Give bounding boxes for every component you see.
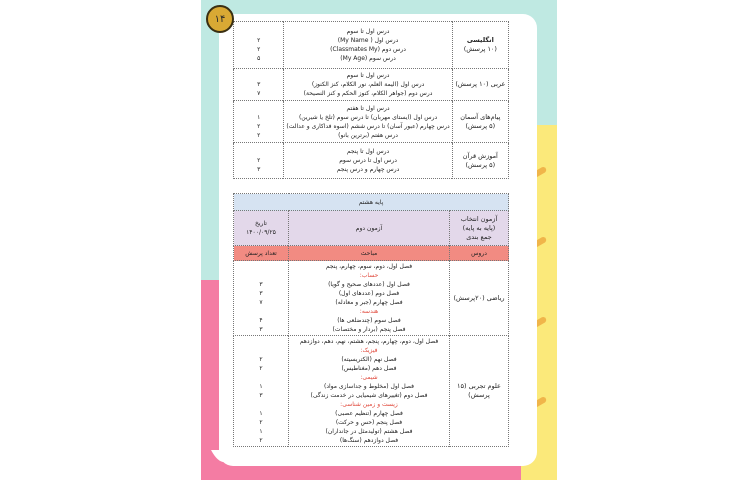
- topic-line: فصل دوازدهم (سنگ‌ها): [339, 437, 399, 444]
- wave-border-bottom: [211, 450, 531, 474]
- topic-line: فصل دهم (مغناطیس): [341, 365, 397, 372]
- topic-section-heading: حساب:: [359, 272, 379, 279]
- subject-cell: ریاضی (۲۰پرسش): [450, 261, 509, 336]
- topic-line: فصل اول (عددهای صحیح و گویا): [328, 281, 410, 288]
- count-value: ۳: [259, 392, 263, 399]
- count-value: ۲: [259, 356, 263, 363]
- topic-line: فصل اول، دوم، سوم، چهارم، پنجم: [325, 263, 413, 270]
- count-value: ۲: [257, 157, 261, 164]
- count-value: ۲: [259, 365, 263, 372]
- topic-section-heading: هندسه:: [359, 308, 379, 315]
- exam-name-cell: آزمون دوم: [289, 211, 450, 246]
- subject-cell: [452, 143, 508, 179]
- count-cell: [234, 101, 284, 143]
- topic-line: فصل اول (مخلوط و جداسازی مواد): [323, 383, 414, 390]
- count-value: ۲: [259, 419, 263, 426]
- subject-label: عربی (۱۰ پرسش): [455, 80, 506, 88]
- topic-line: فصل دوم (تغییرهای شیمیایی در خدمت زندگی): [310, 392, 428, 399]
- topic-line: فصل هشتم (تولیدمثل در جانداران): [325, 428, 413, 435]
- subject-label: پیام‌های آسمان: [460, 112, 501, 121]
- count-value: ۳: [259, 290, 263, 297]
- topics-cell: [284, 69, 452, 101]
- exam-type-line: (پایه به پایه): [462, 223, 496, 232]
- topic-line: درس چهارم (عبور آسان) تا درس ششم (اسوه فداکاری و عدالت): [286, 122, 450, 130]
- count-cell: [234, 143, 284, 179]
- count-value: ۷: [259, 299, 263, 306]
- count-value: ۳: [257, 166, 261, 173]
- count-value: ۳: [259, 326, 263, 333]
- topic-line: فصل اول، دوم، چهارم، پنجم، هشتم، نهم، دهم، دوازدهم: [299, 338, 439, 345]
- exam-schedule-table: [233, 193, 509, 447]
- subject-label: انگلیسی: [466, 36, 494, 44]
- exam-type-cell: [450, 211, 509, 246]
- subject-count-label: (۱۰ پرسش): [463, 45, 497, 53]
- topic-section-heading: زیست و زمین شناسی:: [340, 401, 398, 408]
- topics-cell: [284, 101, 452, 143]
- topic-line: درس اول تا سوم: [346, 28, 390, 35]
- exam-type-line: آزمون انتخاب: [460, 214, 498, 223]
- date-value: ۱۴۰۰/۰۹/۲۵: [246, 229, 276, 236]
- exam-type-line: جمع بندی: [466, 232, 492, 241]
- table-row: [234, 22, 509, 69]
- table-row: [234, 143, 509, 179]
- subject-cell: [452, 69, 508, 101]
- exam-info-row: [234, 211, 509, 246]
- topic-line: درس چهارم و درس پنجم: [336, 166, 400, 173]
- topic-line: درس اول (الیمة العلم، نور الکلام، کنز الکنوز): [311, 81, 425, 88]
- subject-cell: [452, 22, 508, 69]
- subjects-table-1: [233, 21, 509, 179]
- topic-line: فصل چهارم (تنظیم عصبی): [335, 410, 403, 417]
- count-value: ۱: [259, 410, 263, 417]
- topic-section-heading: فیزیک:: [360, 347, 378, 354]
- topic-line: فصل چهارم (جبر و معادله): [335, 299, 403, 306]
- topic-line: درس سوم (My Age): [340, 55, 396, 62]
- topic-line: درس اول ( My Name): [337, 37, 399, 44]
- count-value: ۲: [257, 37, 261, 44]
- topic-line: درس دوم (Classmates My): [330, 46, 406, 53]
- count-cell: [234, 336, 289, 447]
- count-value: ۳: [257, 81, 261, 88]
- count-value: ۱: [259, 383, 263, 390]
- topic-line: درس اول تا پنجم: [346, 148, 390, 155]
- count-cell: [234, 22, 284, 69]
- header-subject: دروس: [450, 246, 509, 261]
- column-header-row: [234, 246, 509, 261]
- topic-line: فصل پنجم (حس و حرکت): [335, 419, 403, 426]
- count-value: ۱: [259, 428, 263, 435]
- subject-count-label: (۵ پرسش): [465, 121, 496, 130]
- count-cell: [234, 69, 284, 101]
- topic-line: درس اول تا درس سوم: [339, 157, 397, 164]
- count-value: ۱: [257, 113, 261, 121]
- wave-border-right: [525, 20, 549, 460]
- table-row: [234, 101, 509, 143]
- topics-cell: [289, 336, 450, 447]
- topic-line: فصل دوم (عددهای اول): [338, 290, 400, 297]
- topic-line: درس دوم (جواهر الکلام، کنوز الحکم و کنز النصیحة): [303, 90, 433, 97]
- count-value: ۵: [257, 55, 261, 62]
- table-row: [234, 261, 509, 336]
- count-value: ۲: [257, 122, 261, 130]
- table-row: [234, 336, 509, 447]
- topic-line: فصل نهم (الکتریسیته): [341, 356, 397, 363]
- topics-cell: [284, 143, 452, 179]
- header-topics: مباحث: [289, 246, 450, 261]
- header-count: تعداد پرسش: [234, 246, 289, 261]
- topics-cell: [289, 261, 450, 336]
- count-value: ۲: [257, 46, 261, 53]
- topic-line: فصل پنجم (بردار و مختصات): [332, 326, 406, 333]
- document-page: [201, 0, 557, 480]
- page-number-badge: ۱۴: [206, 5, 234, 33]
- count-value: ۲: [259, 437, 263, 444]
- table-row: [234, 69, 509, 101]
- exam-date-cell: [234, 211, 289, 246]
- topic-line: درس اول (ایستای مهربان) تا درس سوم (تلخ یا شیرین): [298, 113, 438, 121]
- count-value: ۴: [259, 317, 263, 324]
- topic-line: درس اول تا هفتم: [346, 104, 390, 112]
- topic-line: درس اول تا سوم: [346, 72, 390, 79]
- wave-border-left: [209, 20, 233, 460]
- table-title-row: [234, 194, 509, 211]
- subject-label: آموزش قرآن: [462, 151, 498, 160]
- count-cell: [234, 261, 289, 336]
- topic-line: فصل سوم (چندضلعی ها): [337, 317, 401, 324]
- subject-count-label: (۵ پرسش): [465, 160, 496, 169]
- topics-cell: [284, 22, 452, 69]
- grade-title: پایه هشتم: [234, 194, 509, 211]
- count-value: ۲: [257, 131, 261, 139]
- topic-section-heading: شیمی:: [360, 374, 378, 381]
- date-label: تاریخ: [255, 220, 267, 227]
- count-value: ۳: [259, 281, 263, 288]
- count-value: ۷: [257, 90, 261, 97]
- topic-line: درس هفتم (برترین بانو): [338, 131, 398, 139]
- subject-cell: [452, 101, 508, 143]
- subject-cell: علوم تجربی (۱۵ پرسش): [450, 336, 509, 447]
